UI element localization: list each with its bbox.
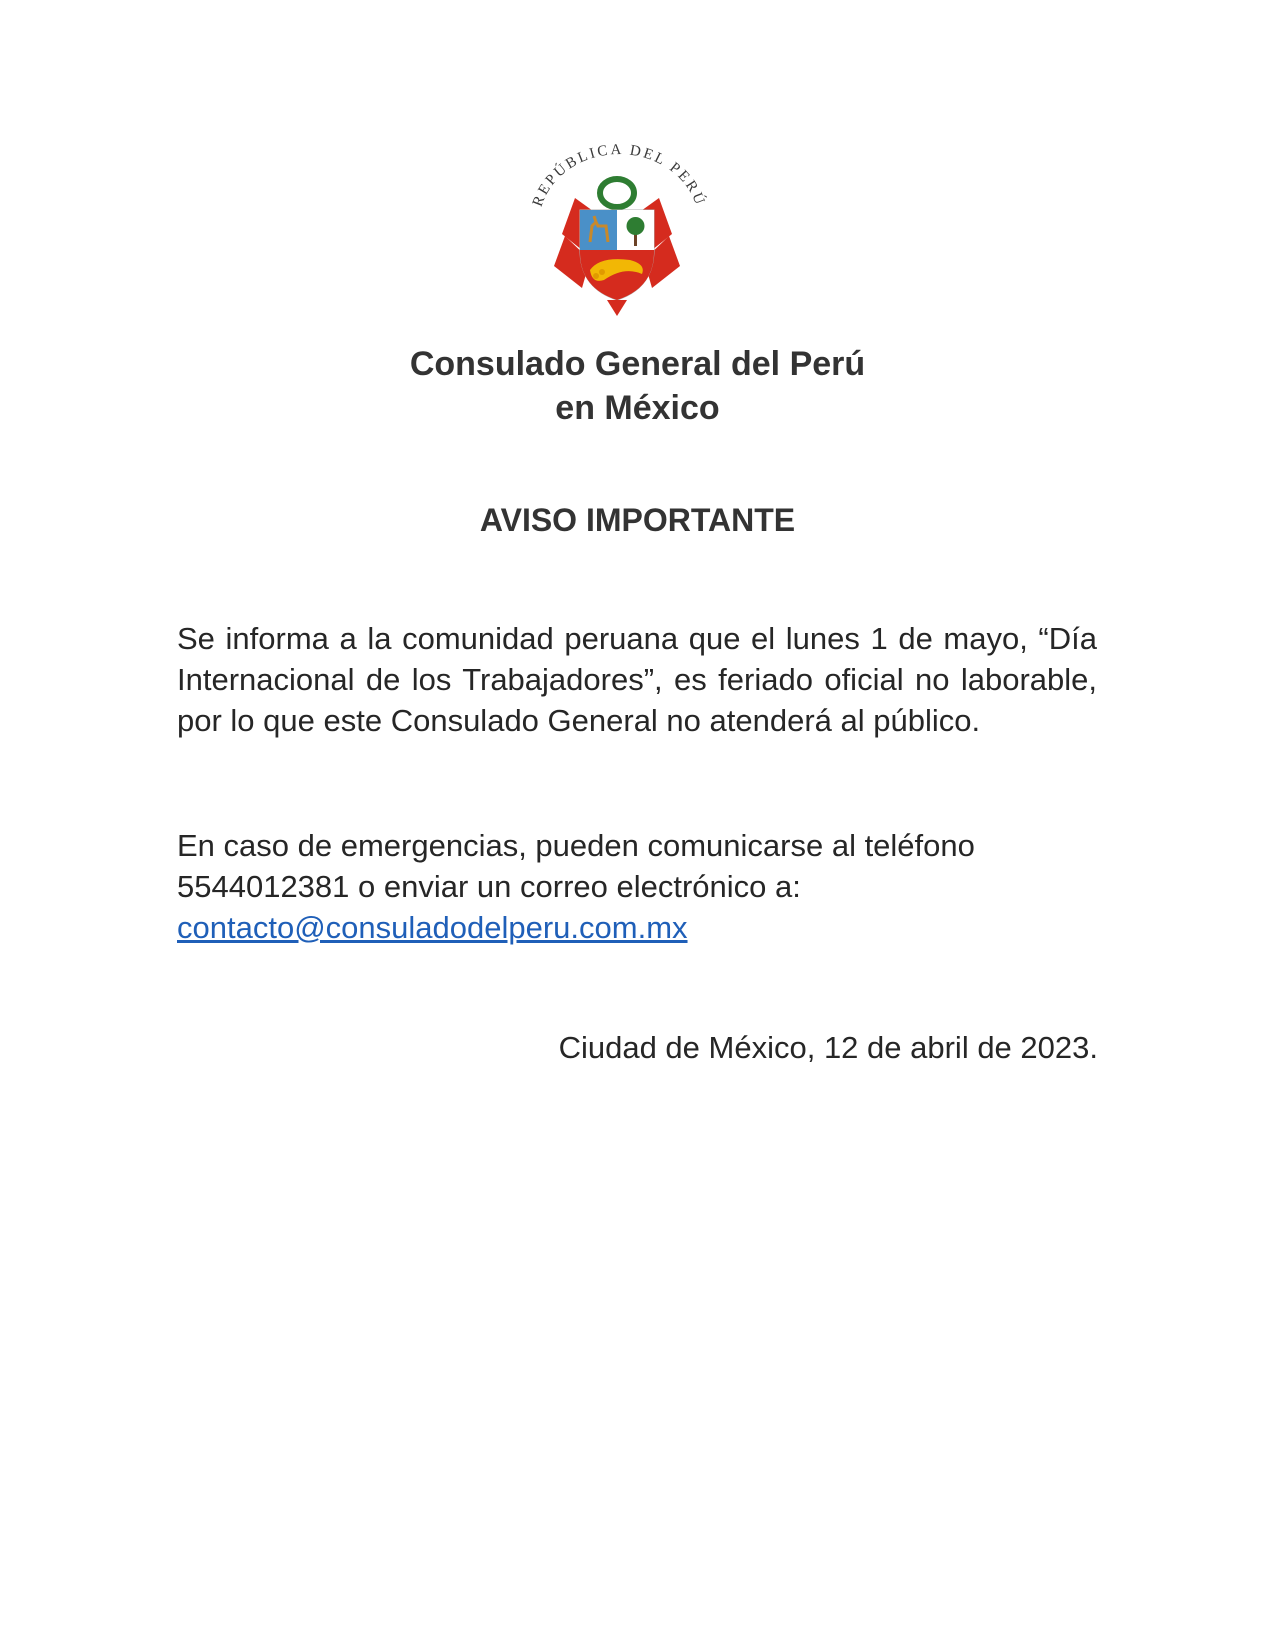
notice-paragraph-1: Se informa a la comunidad peruana que el lunes 1 de mayo, “Día Internacional de los Trabajadores”, es feriado oficial no laborable, por lo que este Consulado General no atenderá al público. <box>177 621 1097 738</box>
email-link[interactable]: contacto@consuladodelperu.com.mx <box>177 910 688 945</box>
notice-heading: AVISO IMPORTANTE <box>479 502 796 538</box>
title-line-2: en México <box>555 389 720 427</box>
coat-of-arms-icon <box>520 138 715 318</box>
place-date: Ciudad de México, 12 de abril de 2023. <box>558 1030 1098 1065</box>
notice-paragraph-2 <box>177 825 1097 948</box>
title-line-1: Consulado General del Perú <box>409 345 866 383</box>
seal-text: REPÚBLICA DEL PERÚ <box>529 141 709 209</box>
emergency-contact-text: En caso de emergencias, pueden comunicarse al teléfono 5544012381 o enviar un correo electrónico a: <box>177 828 975 904</box>
page-title <box>0 342 1275 430</box>
